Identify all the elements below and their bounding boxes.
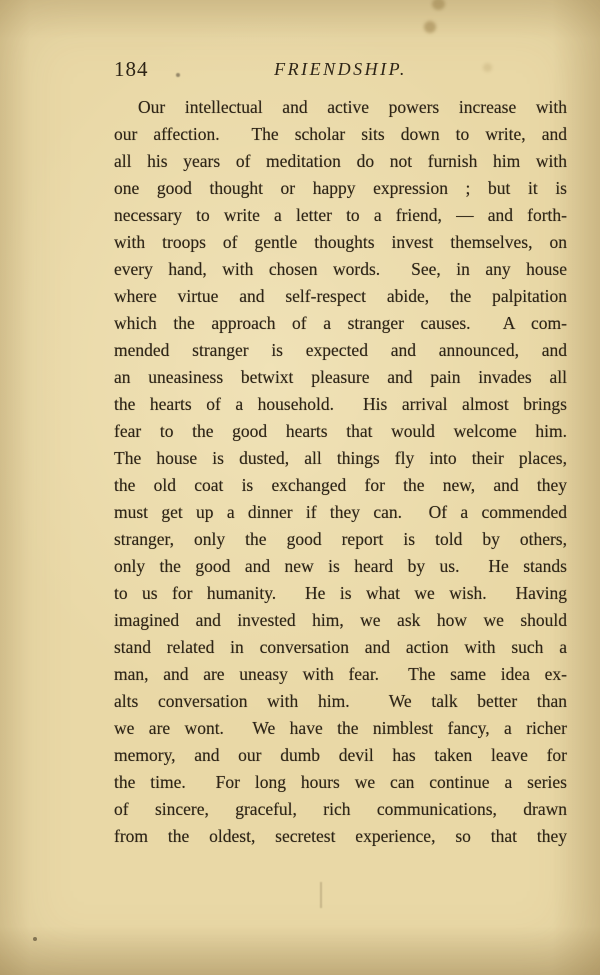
text-line: must get up a dinner if they can. Of a commended (114, 502, 567, 522)
text-line: alts conversation with him. We talk better than (114, 691, 567, 711)
text-line: an uneasiness betwixt pleasure and pain invades all (114, 367, 567, 387)
text-line: one good thought or happy expression ; but it is (114, 178, 567, 198)
text-line: the time. For long hours we can continue a series (114, 772, 567, 792)
text-line: the hearts of a household. His arrival almost brings (114, 394, 567, 414)
text-line: all his years of meditation do not furnish him with (114, 151, 567, 171)
text-line: which the approach of a stranger causes. A com- (114, 313, 567, 333)
page-number: 184 (114, 57, 149, 81)
text-line: the old coat is exchanged for the new, and they (114, 475, 567, 495)
text-line: every hand, with chosen words. See, in any house (114, 259, 567, 279)
text-line: necessary to write a letter to a friend, — and forth- (114, 205, 567, 225)
foxing-spot (432, 0, 445, 10)
ink-speck (33, 937, 37, 941)
foxing-spot (424, 21, 436, 33)
text-line: our affection. The scholar sits down to write, and (114, 124, 567, 144)
text-line: of sincere, graceful, rich communications, drawn (114, 799, 567, 819)
scratch-mark (320, 882, 322, 908)
running-head: FRIENDSHIP. (274, 59, 407, 79)
text-line: imagined and invested him, we ask how we should (114, 610, 567, 630)
text-line: fear to the good hearts that would welcome him. (114, 421, 567, 441)
body-text (114, 94, 567, 850)
text-line: where virtue and self-respect abide, the palpitation (114, 286, 567, 306)
page-header (114, 57, 567, 83)
text-line: to us for humanity. He is what we wish. Having (114, 583, 567, 603)
text-line: stranger, only the good report is told by others, (114, 529, 567, 549)
text-line: mended stranger is expected and announced, and (114, 340, 567, 360)
text-line: memory, and our dumb devil has taken leave for (114, 745, 567, 765)
text-line: only the good and new is heard by us. He stands (114, 556, 567, 576)
text-line: The house is dusted, all things fly into their places, (114, 448, 567, 468)
text-line: man, and are uneasy with fear. The same idea ex- (114, 664, 567, 684)
text-line: we are wont. We have the nimblest fancy, a richer (114, 718, 567, 738)
text-line: with troops of gentle thoughts invest themselves, on (114, 232, 567, 252)
text-line: Our intellectual and active powers increase with (138, 97, 567, 117)
text-line: stand related in conversation and action with such a (114, 637, 567, 657)
text-line: from the oldest, secretest experience, so that they (114, 826, 567, 846)
